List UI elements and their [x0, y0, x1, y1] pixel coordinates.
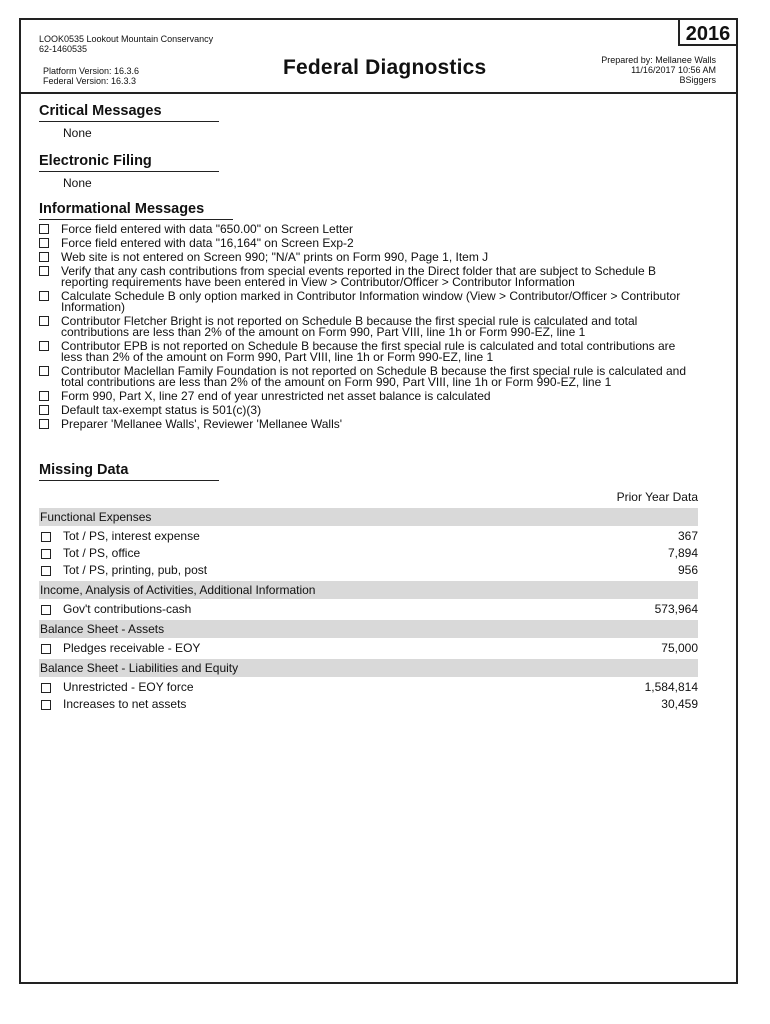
message-checkbox[interactable] [39, 316, 49, 326]
prepared-user: BSiggers [679, 75, 716, 85]
missing-data-label: Increases to net assets [63, 697, 187, 711]
missing-data-value: 75,000 [661, 641, 698, 655]
message-text: Contributor EPB is not reported on Schedule B because the first special rule is calculated and total contributions are less than 2% of the amount on Form 990, Part VIII, line 1h or Form 990-EZ, line 1 [61, 339, 676, 364]
electronic-filing-value: None [63, 176, 92, 190]
message-text: Calculate Schedule B only option marked in Contributor Information window (View > Contributor/Officer > Contributor Information) [61, 289, 681, 314]
missing-data-label: Tot / PS, office [63, 546, 141, 560]
client-info [39, 34, 213, 54]
missing-data-row [39, 530, 698, 543]
message-item [39, 291, 699, 313]
missing-data-table [39, 490, 698, 715]
missing-data-group-header: Income, Analysis of Activities, Additional Information [39, 581, 698, 599]
missing-data-group-header: Functional Expenses [39, 508, 698, 526]
missing-data-group-header: Balance Sheet - Liabilities and Equity [39, 659, 698, 677]
missing-data-checkbox[interactable] [41, 700, 51, 710]
missing-data-label: Pledges receivable - EOY [63, 641, 201, 655]
missing-data-value: 1,584,814 [644, 680, 698, 694]
message-item [39, 391, 699, 402]
message-item [39, 224, 699, 235]
federal-version: Federal Version: 16.3.3 [43, 76, 137, 86]
missing-data-row [39, 681, 698, 694]
message-item [39, 238, 699, 249]
missing-data-checkbox[interactable] [41, 532, 51, 542]
missing-data-value: 367 [677, 529, 698, 543]
message-item [39, 266, 699, 288]
missing-data-checkbox[interactable] [41, 566, 51, 576]
message-text: Web site is not entered on Screen 990; "N/A" prints on Form 990, Page 1, Item J [61, 250, 489, 264]
message-checkbox[interactable] [39, 405, 49, 415]
missing-data-value: 956 [677, 563, 698, 577]
diagnostics-page [19, 18, 738, 984]
message-text: Force field entered with data "650.00" on Screen Letter [61, 222, 354, 236]
informational-messages-list [39, 224, 699, 433]
prepared-by: Prepared by: Mellanee Walls [601, 55, 716, 65]
message-checkbox[interactable] [39, 266, 49, 276]
missing-data-checkbox[interactable] [41, 683, 51, 693]
missing-data-row [39, 603, 698, 616]
missing-data-row [39, 698, 698, 711]
client-name: LOOK0535 Lookout Mountain Conservancy [39, 34, 214, 44]
prior-year-column-header: Prior Year Data [616, 490, 698, 504]
message-checkbox[interactable] [39, 391, 49, 401]
message-checkbox[interactable] [39, 291, 49, 301]
page-title: Federal Diagnostics [283, 56, 487, 79]
message-checkbox[interactable] [39, 224, 49, 234]
missing-data-heading: Missing Data [39, 462, 219, 481]
message-checkbox[interactable] [39, 419, 49, 429]
message-text: Contributor Fletcher Bright is not reported on Schedule B because the first special rule is calculated and total contributions are less than 2% of the amount on Form 990, Part VIII, line 1h or Form 990-EZ, line 1 [61, 314, 638, 339]
message-text: Contributor Maclellan Family Foundation is not reported on Schedule B because the first special rule is calculated and total contributions are less than 2% of the amount on Form 990, Part VIII, line 1h or Form 990-EZ, line 1 [61, 364, 687, 389]
missing-data-label: Gov't contributions-cash [63, 602, 192, 616]
missing-data-row [39, 564, 698, 577]
message-text: Force field entered with data "16,164" on Screen Exp-2 [61, 236, 354, 250]
platform-version: Platform Version: 16.3.6 [43, 66, 140, 76]
message-item [39, 419, 699, 430]
electronic-filing-heading: Electronic Filing [39, 153, 219, 172]
message-text: Form 990, Part X, line 27 end of year unrestricted net asset balance is calculated [61, 389, 491, 403]
missing-data-row [39, 547, 698, 560]
missing-data-value: 30,459 [661, 697, 698, 711]
missing-data-label: Unrestricted - EOY force [63, 680, 194, 694]
missing-data-label: Tot / PS, printing, pub, post [63, 563, 208, 577]
missing-data-label: Tot / PS, interest expense [63, 529, 200, 543]
informational-messages-heading: Informational Messages [39, 201, 233, 220]
message-text: Default tax-exempt status is 501(c)(3) [61, 403, 262, 417]
message-text: Preparer 'Mellanee Walls', Reviewer 'Mellanee Walls' [61, 417, 343, 431]
message-item [39, 316, 699, 338]
version-info [43, 66, 139, 86]
prepared-info [601, 55, 716, 85]
message-item [39, 341, 699, 363]
missing-data-value: 7,894 [667, 546, 698, 560]
message-item [39, 252, 699, 263]
critical-messages-heading: Critical Messages [39, 103, 219, 122]
message-item [39, 366, 699, 388]
missing-data-checkbox[interactable] [41, 605, 51, 615]
missing-data-row [39, 642, 698, 655]
tax-year-box: 2016 [678, 18, 738, 46]
missing-data-value: 573,964 [654, 602, 698, 616]
message-checkbox[interactable] [39, 366, 49, 376]
message-text: Verify that any cash contributions from special events reported in the Direct folder that are subject to Schedule B reporting requirements have been entered in View > Contributor/Officer > Contributor Information [61, 264, 656, 289]
prepared-datetime: 11/16/2017 10:56 AM [631, 65, 716, 75]
message-checkbox[interactable] [39, 252, 49, 262]
page-header [21, 20, 736, 94]
message-checkbox[interactable] [39, 341, 49, 351]
client-ein: 62-1460535 [39, 44, 88, 54]
message-checkbox[interactable] [39, 238, 49, 248]
missing-data-checkbox[interactable] [41, 549, 51, 559]
critical-messages-value: None [63, 126, 92, 140]
message-item [39, 405, 699, 416]
missing-data-group-header: Balance Sheet - Assets [39, 620, 698, 638]
missing-data-checkbox[interactable] [41, 644, 51, 654]
